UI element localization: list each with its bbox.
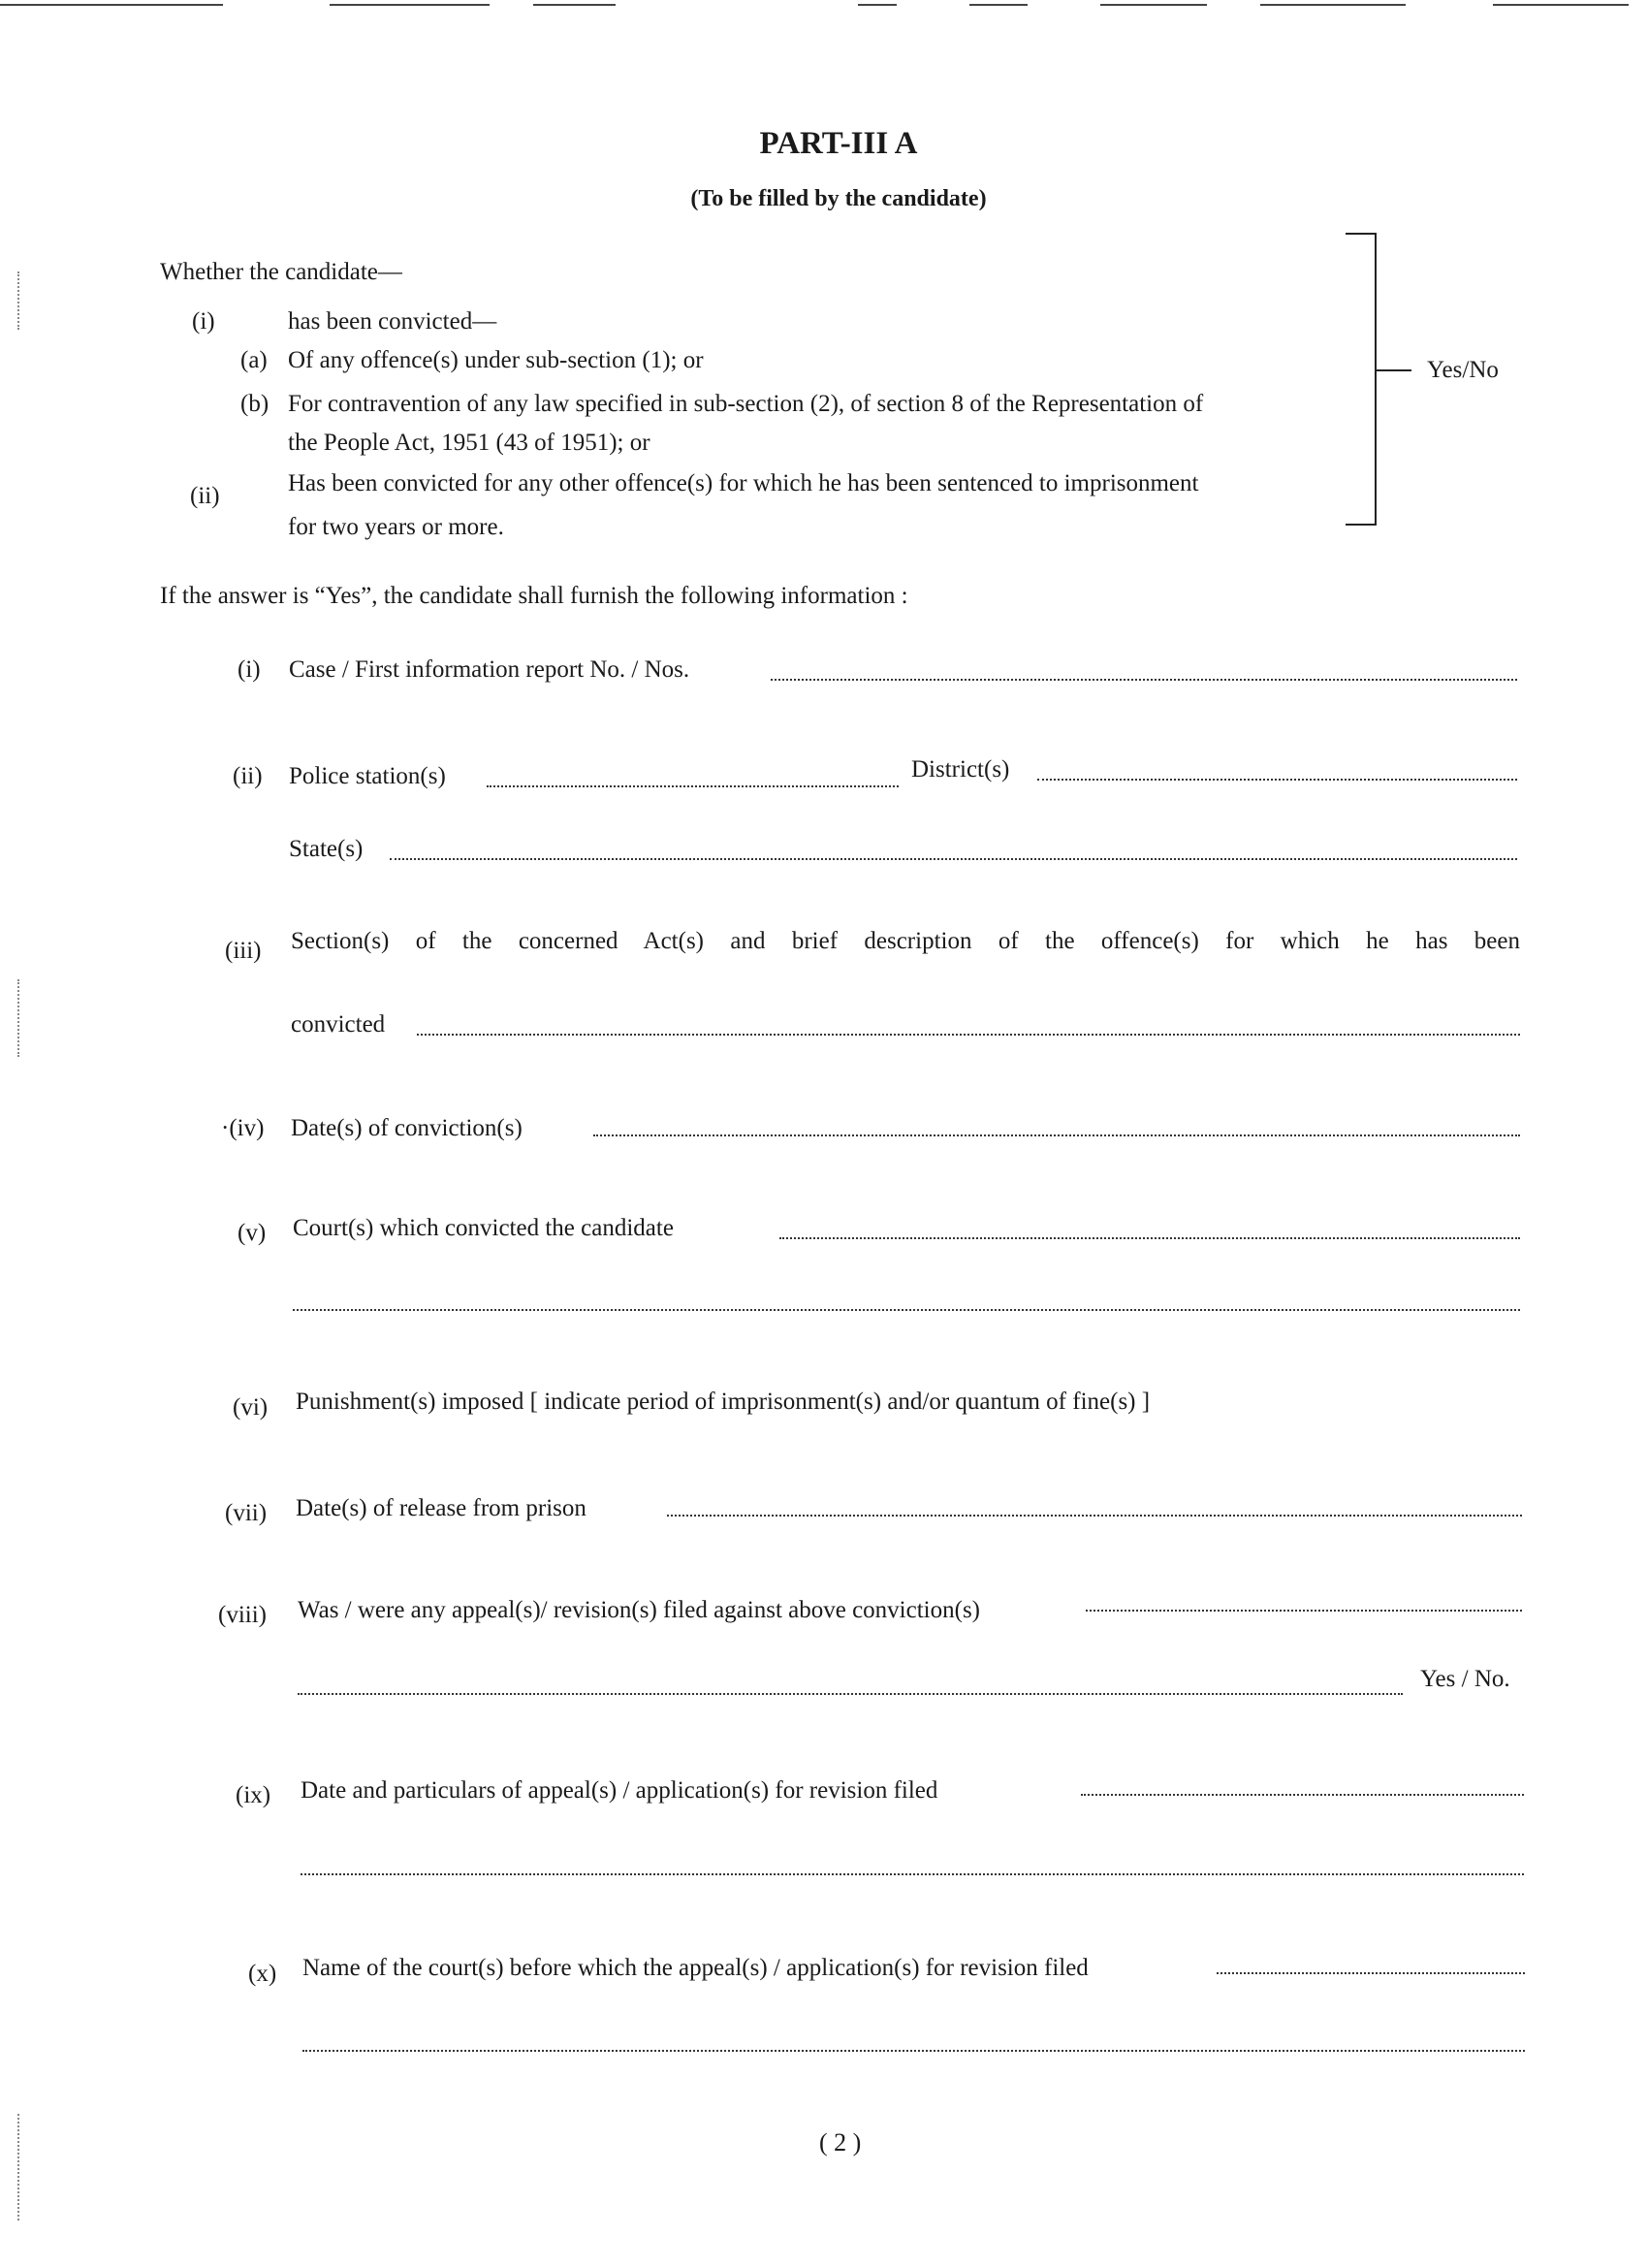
appeal-filed-input[interactable] xyxy=(1086,1610,1522,1612)
scan-top-line xyxy=(0,4,223,6)
scan-top-line xyxy=(1100,4,1207,6)
appeal-particulars-input[interactable] xyxy=(1081,1794,1524,1796)
field-label: Was / were any appeal(s)/ revision(s) filed against above conviction(s) xyxy=(298,1597,980,1623)
scan-margin-specks xyxy=(17,2114,21,2220)
field-number: (x) xyxy=(248,1961,277,1987)
question-text: Of any offence(s) under sub-section (1); or xyxy=(288,347,704,373)
scan-top-line xyxy=(1493,4,1629,6)
convicting-court-input[interactable] xyxy=(779,1237,1520,1239)
question-text: the People Act, 1951 (43 of 1951); or xyxy=(288,430,650,456)
field-number: (v) xyxy=(238,1220,267,1246)
police-station-input[interactable] xyxy=(487,785,899,787)
field-label: Date and particulars of appeal(s) / application(s) for revision filed xyxy=(301,1777,938,1804)
field-number: (vi) xyxy=(233,1394,269,1421)
field-number: (ii) xyxy=(233,763,263,789)
field-label: Date(s) of conviction(s) xyxy=(291,1115,523,1141)
field-label: Court(s) which convicted the candidate xyxy=(293,1215,674,1241)
appeal-filed-input-line2[interactable] xyxy=(298,1693,1403,1695)
scan-top-line xyxy=(533,4,616,6)
field-label: Case / First information report No. / Nos. xyxy=(289,656,690,683)
page-number: ( 2 ) xyxy=(819,2128,862,2156)
field-label: Section(s) of the concerned Act(s) and brief description of the offence(s) for which he has been xyxy=(291,928,1520,954)
field-number: (viii) xyxy=(218,1602,267,1628)
question-text: Has been convicted for any other offence(s) for which he has been sentenced to imprisonment xyxy=(288,470,1199,496)
field-number: ·(iv) xyxy=(221,1115,265,1141)
district-input[interactable] xyxy=(1037,779,1517,781)
state-input[interactable] xyxy=(390,858,1517,860)
appeal-yes-no[interactable]: Yes / No. xyxy=(1420,1666,1510,1692)
question-number: (i) xyxy=(192,308,215,335)
scan-top-line xyxy=(1260,4,1406,6)
appeal-court-input[interactable] xyxy=(1217,1972,1525,1974)
field-number: (ix) xyxy=(236,1782,271,1808)
right-bracket xyxy=(1346,233,1377,526)
state-label: State(s) xyxy=(289,836,364,862)
convicting-court-input-line2[interactable] xyxy=(293,1309,1520,1311)
question-number: (ii) xyxy=(190,483,220,509)
scan-top-line xyxy=(330,4,490,6)
question-number: (a) xyxy=(240,347,268,373)
intro-text: Whether the candidate— xyxy=(160,259,402,285)
scan-margin-specks xyxy=(17,979,21,1057)
appeal-particulars-input-line2[interactable] xyxy=(301,1873,1524,1875)
scan-top-line xyxy=(969,4,1028,6)
question-number: (b) xyxy=(240,391,269,417)
bracket-tick xyxy=(1377,369,1411,371)
district-label: District(s) xyxy=(911,756,1010,783)
appeal-court-input-line2[interactable] xyxy=(302,2050,1525,2052)
field-label: Punishment(s) imposed [ indicate period of imprisonment(s) and/or quantum of fine(s) ] xyxy=(296,1389,1151,1415)
form-subtitle: (To be filled by the candidate) xyxy=(690,186,987,211)
part-title: PART-III A xyxy=(759,126,918,161)
field-label: Name of the court(s) before which the appeal(s) / application(s) for revision filed xyxy=(302,1955,1089,1981)
convicted-label: convicted xyxy=(291,1011,386,1038)
field-label: Date(s) of release from prison xyxy=(296,1495,586,1521)
field-number: (vii) xyxy=(225,1500,268,1526)
scan-margin-specks xyxy=(17,272,21,330)
field-label: Police station(s) xyxy=(289,763,446,789)
sections-description-input[interactable] xyxy=(417,1034,1520,1036)
case-fir-number-input[interactable] xyxy=(771,679,1517,681)
if-yes-text: If the answer is “Yes”, the candidate shall furnish the following information : xyxy=(160,583,908,609)
question-text: for two years or more. xyxy=(288,514,504,540)
yes-no-answer[interactable]: Yes/No xyxy=(1427,357,1499,383)
release-date-input[interactable] xyxy=(667,1515,1522,1517)
scan-top-line xyxy=(858,4,897,6)
field-number: (i) xyxy=(238,656,261,683)
question-text: has been convicted— xyxy=(288,308,497,335)
conviction-date-input[interactable] xyxy=(593,1134,1520,1136)
field-number: (iii) xyxy=(225,938,262,964)
question-text: For contravention of any law specified in sub-section (2), of section 8 of the Representation of xyxy=(288,391,1204,417)
